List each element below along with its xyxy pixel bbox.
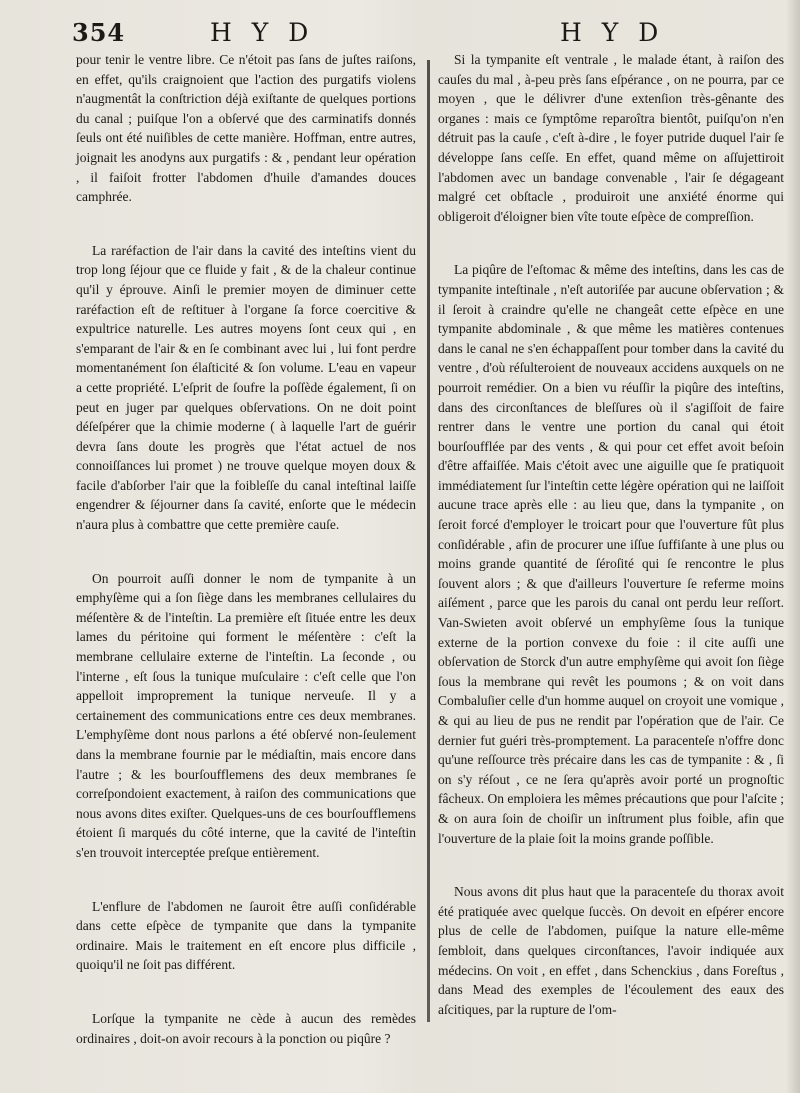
paragraph: La raréfaction de l'air dans la cavité des inteſtins vient du trop long ſéjour que ce fluide y fait , & de la chaleur continue qu'il y éprouve. Ainſi le premier moyen de diminuer cette raréfaction eſt de reſtituer à l'organe ſa force coercitive & expultrice naturelle. Les autres moyens ſont ceux qui , en s'emparant de l'air & en ſe combinant avec lui , lui font perdre momentanément ſon élaſticité & ſon volume. L'eau en vapeur a cette propriété. L'eſprit de ſoufre la poſſède également, ſi on peut en juger par quelques obſervations. On ne doit point déſeſpérer que la chimie moderne ( à laquelle l'art de guérir devra ſans doute les progrès que l'état actuel de nos connoiſſances lui promet ) ne trouve quelque moyen doux & facile d'abſorber l'air que la foibleſſe du canal inteſtinal laiſſe engendrer & ſéjourner dans ſa cavité, enſorte que le médecin n'aura plus à combattre que cette première cauſe. <box>76 242 416 533</box>
paragraph: La piqûre de l'eſtomac & même des inteſtins, dans les cas de tympanite inteſtinale , n'eſt autoriſée par aucune obſervation ; & il ſeroit à craindre qu'elle ne changeât cette eſpèce en une tympanite abdominale , & que même les matières contenues dans le canal ne s'en échappaſſent pour tomber dans la cavité du ventre , d'où réſulteroient de nouveaux accidens auxquels on ne pourroit remédier. On a bien vu réuſſir la piqûre des inteſtins, dans des circonſtances de bleſſures où il s'agiſſoit de faire rentrer dans le ventre une portion du canal qui étoit bourſoufflée par des vents , & qui pour cet effet avoit beſoin d'être affaiſſée. Mais c'étoit avec une aiguille que ſe pratiquoit immédiatement ſur l'inteſtin cette légère opération qui ne laiſſoit aucune trace après elle : au lieu que, dans la tympanite , on ſeroit forcé d'employer le troicart pour que l'ouverture fût plus conſidérable , afin de procurer une iſſue ſuffiſante à une plus ou moins grande quantité de ſéroſité qui ſe rencontre le plus ſouvent alors ; & que d'ailleurs l'ouverture ſe referme moins aiſément , parce que les parois du canal ont perdu leur reſſort. Van-Swieten avoit obſervé un emphyſème ſous la tunique externe de la portion convexe du foie : il cite auſſi une obſervation de Storck d'un autre emphyſème qui avoit ſon ſiège ſous la membrane qui revêt les poumons ; & on voit dans Combaluſier celle d'un homme auquel on croyoit une vomique , & qui au lieu de pus ne rendit par l'opération que de l'air. Ce dernier fut guéri très-promptement. La paracenteſe n'offre donc qu'une reſſource très précaire dans les cas de tympanite : & , ſi on s'y réſout , ce ne ſera qu'après avoir porté un prognoſtic fâcheux. On emploiera les mêmes précautions que pour l'aſcite ; & on aura ſoin de choiſir un inſtrument plus foible, afin que l'ouverture de la plaie ſoit la moins grande poſſible. <box>438 262 784 846</box>
paragraph: Nous avons dit plus haut que la paracenteſe du thorax avoit été pratiquée avec quelque ſuccès. On devoit en eſpérer encore plus de celle de l'abdomen, puiſque la nature elle-même ſembloit, dans quelques circonſtances, l'avoir indiquée aux médecins. On voit , en effet , dans Schenckius , dans Foreſtus , dans Mead des exemples de l'écoulement des eaux des aſcitiques, par la rupture de l'om- <box>438 884 784 1017</box>
paragraph: On pourroit auſſi donner le nom de tympanite à un emphyſème qui a ſon ſiège dans les membranes cellulaires du méſentère & de l'inteſtin. La première eſt ſituée entre les deux lames du péritoine qui forment le méſentère : c'eſt la membrane cellulaire externe de l'inteſtin. La ſeconde , ou l'interne , eſt ſous la tunique muſculaire : c'eſt celle que l'on appelloit improprement la tunique nerveuſe. Il y a certainement des communications entre ces deux membranes. L'emphyſème dont nous parlons a été obſervé non-ſeulement dans la membrane fournie par le médiaſtin, mais encore dans l'autre ; & les bourſoufflemens des deux membranes ſe correſpondoient exactement, à raiſon des communications que nous avons dites exiſter. Quelques-uns de ces bourſoufflemens étoient ſi marqués du côté interne, que la cavité de l'inteſtin s'en trouvoit interceptée preſque entièrement. <box>76 570 416 860</box>
running-head-left: H Y D <box>210 18 315 47</box>
running-head-right: H Y D <box>560 18 665 47</box>
paragraph: Lorſque la tympanite ne cède à aucun des remèdes ordinaires , doit-on avoir recours à la ponction ou piqûre ? <box>76 1010 416 1046</box>
paragraph: L'enflure de l'abdomen ne ſauroit être auſſi conſidérable dans cette eſpèce de tympanite que dans la tympanite ordinaire. Mais le traitement en eſt encore plus difficile , quoiqu'il ne ſoit pas différent. <box>76 898 416 973</box>
column-divider <box>427 60 430 1022</box>
left-column <box>76 50 416 1048</box>
page-header <box>0 18 800 52</box>
paragraph: pour tenir le ventre libre. Ce n'étoit pas ſans de juſtes raiſons, en effet, qu'ils craignoient que l'action des purgatifs violens n'augmentât la conſtriction déjà exiſtante de quelques portions du canal ; puiſque l'on a obſervé que des carminatifs donnés ſeuls ont été nuiſibles de cette manière. Hoffman, entre autres, joignait les anodyns aux purgatifs : & , pendant leur opération , il faiſoit frotter l'abdomen d'huile d'amandes douces camphrée. <box>76 52 416 205</box>
paragraph: Si la tympanite eſt ventrale , le malade étant, à raiſon des cauſes du mal , à-peu près ſans eſpérance , on ne pourra, par ce moyen , que le délivrer d'une extenſion très-gênante des organes : mais ce ſymptôme reparoîtra bientôt, puiſqu'on n'en détruit pas la cauſe , c'eſt à-dire , le foyer putride duquel l'air ſe développe ſans ceſſe. En effet, quand même on aſſujettiroit l'abdomen avec un bandage convenable , l'air ſe dégageant malgré cet obſtacle , produiroit une anxiété énorme qui obligeroit d'éloigner bien vîte toute eſpèce de compreſſion. <box>438 52 784 224</box>
page-number: 354 <box>72 18 126 47</box>
right-column <box>438 50 784 1019</box>
page-edge-shadow <box>786 0 800 1093</box>
